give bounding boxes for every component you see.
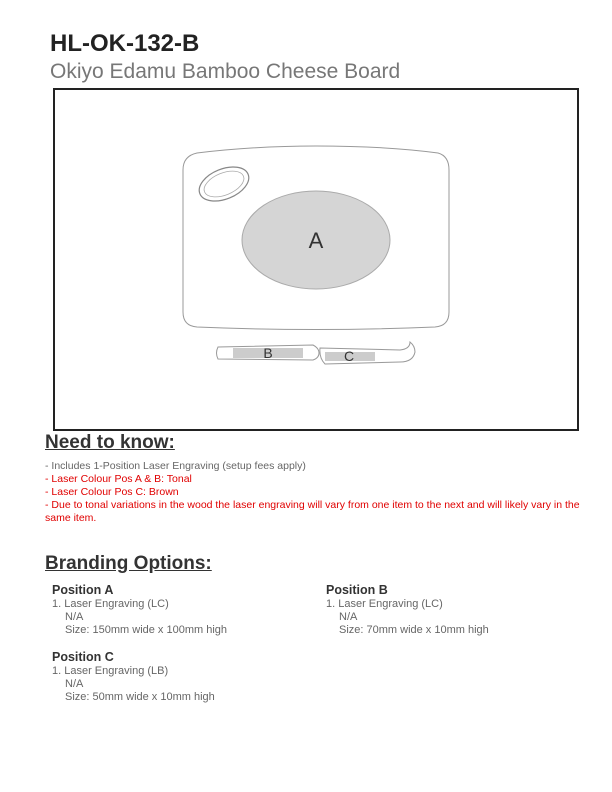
need-to-know-notes: [45, 460, 585, 525]
need-to-know-heading: Need to know:: [45, 432, 175, 453]
position-size: Size: 50mm wide x 10mm high: [65, 691, 215, 703]
position-note: N/A: [339, 611, 358, 623]
position-title: Position A: [52, 583, 114, 597]
position-method: 1. Laser Engraving (LB): [52, 665, 169, 677]
note-item: - Due to tonal variations in the wood the laser engraving will vary from one item to the next and will likely vary in the same item.: [45, 499, 580, 524]
position-b-label: B: [263, 345, 273, 361]
note-item: - Includes 1-Position Laser Engraving (setup fees apply): [45, 460, 306, 472]
position-title: Position B: [326, 583, 388, 597]
position-title: Position C: [52, 650, 114, 664]
position-c-details: [52, 651, 215, 704]
position-a-details: [52, 584, 227, 637]
product-name: Okiyo Edamu Bamboo Cheese Board: [50, 60, 401, 83]
position-a-label: A: [308, 228, 324, 253]
position-b-details: [326, 584, 489, 637]
position-size: Size: 150mm wide x 100mm high: [65, 624, 228, 636]
position-method: 1. Laser Engraving (LC): [326, 598, 443, 610]
product-diagram: [53, 88, 579, 431]
position-note: N/A: [65, 611, 84, 623]
cheese-board-drawing: [55, 90, 577, 429]
position-method: 1. Laser Engraving (LC): [52, 598, 169, 610]
position-c-label: C: [343, 348, 355, 364]
branding-options-heading: Branding Options:: [45, 553, 212, 574]
note-item: - Laser Colour Pos C: Brown: [45, 486, 179, 498]
note-item: - Laser Colour Pos A & B: Tonal: [45, 473, 192, 485]
position-size: Size: 70mm wide x 10mm high: [339, 624, 489, 636]
product-code: HL-OK-132-B: [50, 30, 200, 57]
position-note: N/A: [65, 678, 84, 690]
